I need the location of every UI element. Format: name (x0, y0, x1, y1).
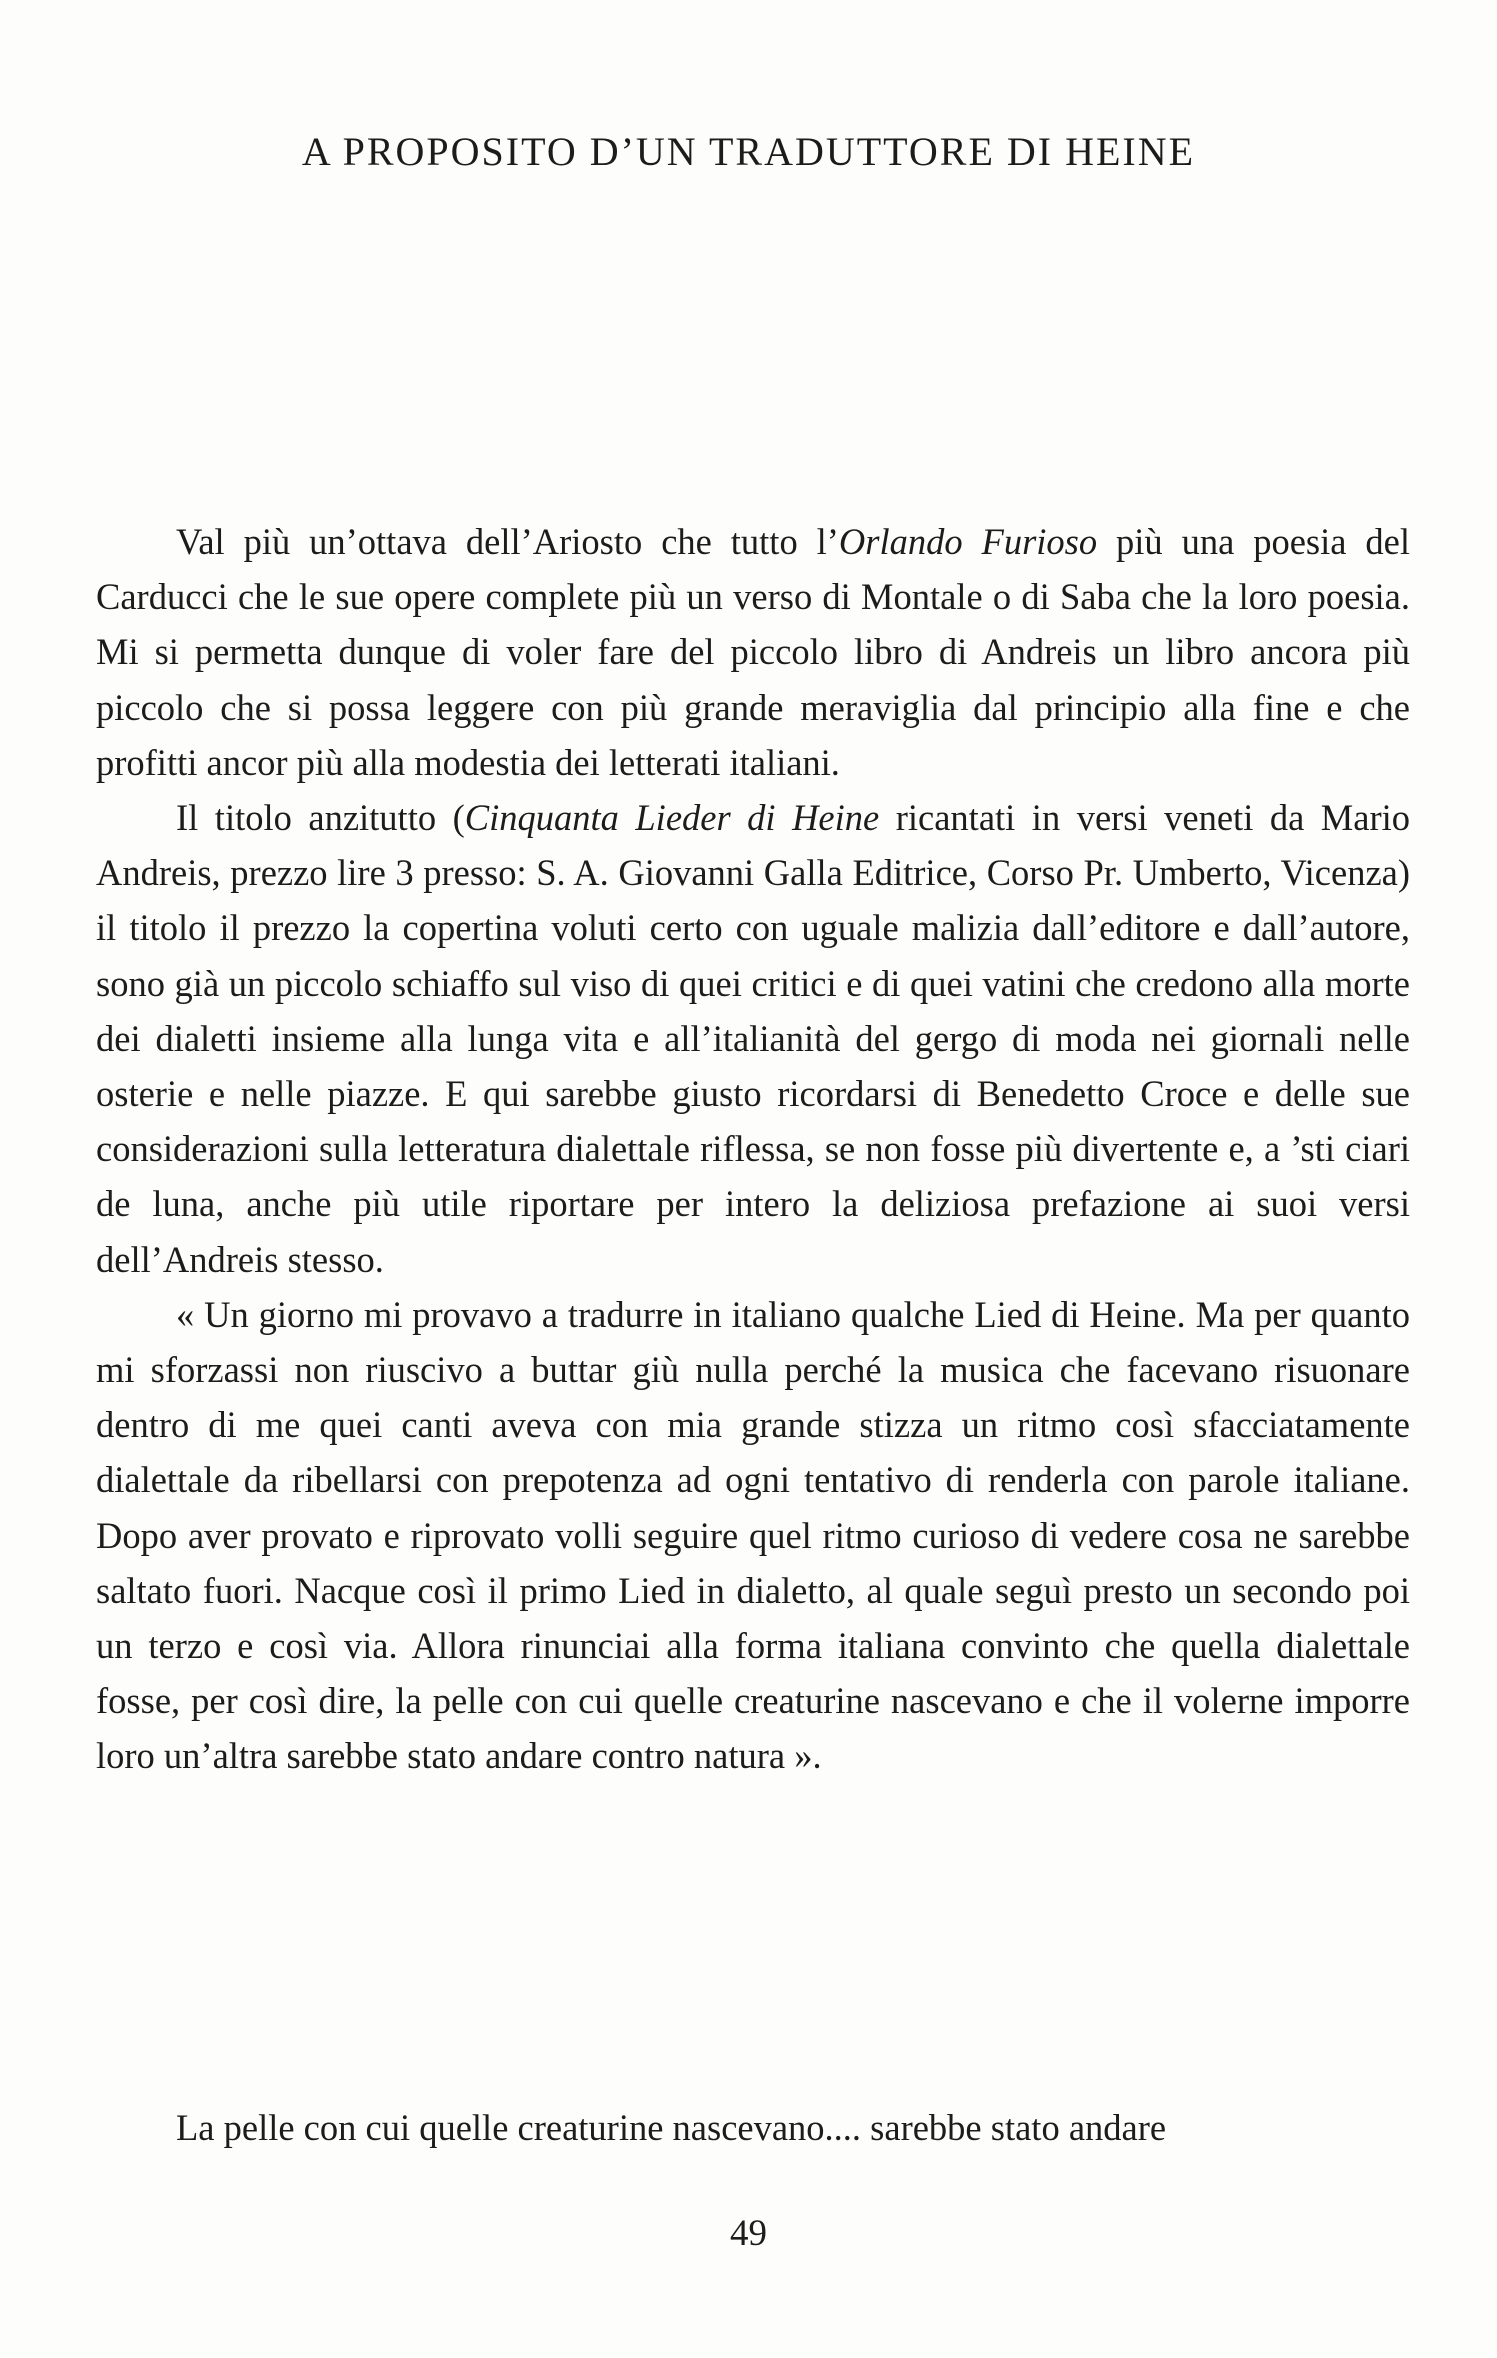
paragraph-4: La pelle con cui quelle creaturine nascevano.... sarebbe stato andare (176, 2107, 1167, 2148)
body-text-continued (96, 2100, 1410, 2155)
paragraph-3-quotation: « Un giorno mi provavo a tradurre in italiano qualche Lied di Heine. Ma per quanto mi sforzassi non riuscivo a buttar giù nulla perché la musica che facevano risuonare dentro di me quei canti aveva con mia grande stizza un ritmo così sfacciatamente dialettale da ribellarsi con prepotenza ad ogni tentativo di renderla con parole italiane. Dopo aver provato e riprovato volli seguire quel ritmo curioso di vedere cosa ne sarebbe saltato fuori. Nacque così il primo Lied in dialetto, al quale seguì presto un secondo poi un terzo e così via. Allora rinunciai alla forma italiana convinto che quella dialettale fosse, per così dire, la pelle con cui quelle creaturine nascevano e che il volerne imporre loro un’altra sarebbe stato andare contro natura ». (96, 1293, 1410, 1777)
paragraph-1-text-after: più una poesia del Carducci che le sue opere complete più un verso di Montale o di Saba che la loro poesia. Mi si permetta dunque di voler fare del piccolo libro di Andreis un libro ancora più piccolo che si possa leggere con più grande meraviglia dal principio alla fine e che profitti ancor più alla modestia dei letterati italiani. (96, 521, 1410, 783)
paragraph-2-text-after: ricantati in versi veneti da Mario Andreis, prezzo lire 3 presso: S. A. Giovanni Galla Editrice, Corso Pr. Umberto, Vicenza) il titolo il prezzo la copertina voluti certo con uguale malizia dall’editore e dall’autore, sono già un piccolo schiaffo sul viso di quei critici e di quei vatini che credono alla morte dei dialetti insieme alla lunga vita e all’italianità del gergo di moda nei giornali nelle osterie e nelle piazze. E qui sarebbe giusto ricordarsi di Benedetto Croce e delle sue considerazioni sulla letteratura dialettale riflessa, se non fosse più divertente e, a ’sti ciari de luna, anche più utile riportare per intero la deliziosa prefazione ai suoi versi dell’Andreis stesso. (96, 797, 1411, 1280)
paragraph-1-text-before: Val più un’ottava dell’Ariosto che tutto l’ (176, 521, 839, 562)
body-text (96, 514, 1410, 1784)
paragraph-2-italic-title: Cinquanta Lieder di Heine (464, 797, 880, 839)
paragraph-1 (96, 514, 1410, 790)
page-number: 49 (730, 2213, 767, 2254)
paragraph-2-text-before: Il titolo anzitutto ( (176, 797, 465, 839)
paragraph-1-italic-title: Orlando Furioso (838, 521, 1098, 562)
page-title: A PROPOSITO D’UN TRADUTTORE DI HEINE (301, 129, 1196, 174)
paragraph-2 (96, 790, 1410, 1287)
